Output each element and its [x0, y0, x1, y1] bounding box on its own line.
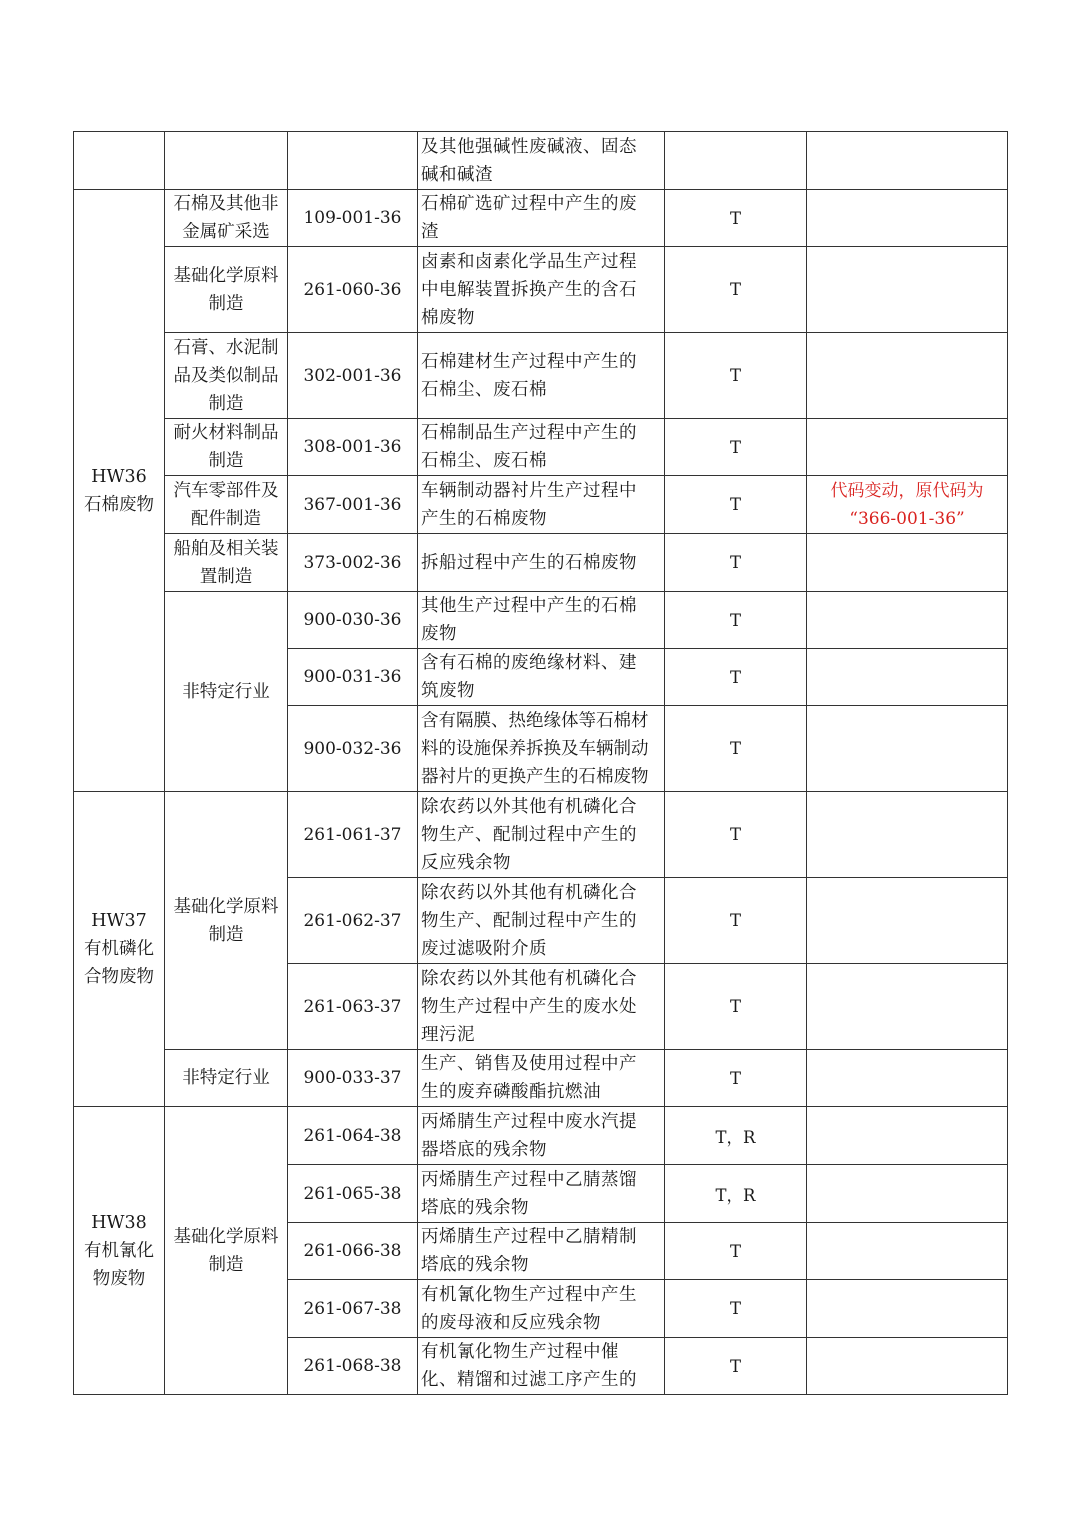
description-line: 及其他强碱性废碱液、固态: [421, 136, 637, 157]
feature-cell: [665, 132, 807, 190]
table-row: [74, 333, 1008, 419]
table-row: [74, 592, 1008, 649]
description-cell: 含有隔膜、热绝缘体等石棉材 料的设施保养拆换及车辆制动 器衬片的更换产生的石棉废物: [418, 706, 665, 792]
industry-cell: 基础化学原料 制造: [165, 247, 288, 333]
description-cell: 石棉制品生产过程中产生的 石棉尘、废石棉: [418, 419, 665, 476]
note-cell: [807, 190, 1008, 247]
category-name: 合物废物: [84, 967, 154, 987]
industry-cell: [165, 132, 288, 190]
code-cell: 261-064-38: [288, 1107, 418, 1165]
industry-cell: 基础化学原料 制造: [165, 1107, 288, 1395]
feature-cell: T: [665, 878, 807, 964]
note-cell: [807, 592, 1008, 649]
code-cell: 261-068-38: [288, 1338, 418, 1395]
feature-cell: T: [665, 649, 807, 706]
code-cell: 261-061-37: [288, 792, 418, 878]
note-cell: [807, 792, 1008, 878]
note-cell: [807, 1338, 1008, 1395]
feature-cell: T: [665, 1280, 807, 1338]
note-cell: [807, 1280, 1008, 1338]
table-row: [74, 190, 1008, 247]
code-cell: 109-001-36: [288, 190, 418, 247]
note-cell: [807, 649, 1008, 706]
note-cell: [807, 1107, 1008, 1165]
change-note-cell: 代码变动，原代码为 “366-001-36”: [807, 476, 1008, 534]
description-cell: 有机氰化物生产过程中产生 的废母液和反应残余物: [418, 1280, 665, 1338]
table-row: [74, 792, 1008, 878]
description-cell: 车辆制动器衬片生产过程中 产生的石棉废物: [418, 476, 665, 534]
feature-cell: T: [665, 706, 807, 792]
code-cell: 261-065-38: [288, 1165, 418, 1223]
description-cell: 丙烯腈生产过程中乙腈蒸馏 塔底的残余物: [418, 1165, 665, 1223]
note-cell: [807, 964, 1008, 1050]
feature-cell: T: [665, 592, 807, 649]
feature-cell: T: [665, 534, 807, 592]
code-cell: [288, 132, 418, 190]
feature-cell: T: [665, 1223, 807, 1280]
feature-cell: T: [665, 190, 807, 247]
note-cell: [807, 706, 1008, 792]
feature-cell: T: [665, 964, 807, 1050]
industry-cell: 汽车零部件及 配件制造: [165, 476, 288, 534]
feature-cell: T，R: [665, 1107, 807, 1165]
category-code: HW36: [91, 466, 147, 487]
code-cell: 367-001-36: [288, 476, 418, 534]
industry-cell: 非特定行业: [165, 1050, 288, 1107]
feature-cell: T: [665, 1050, 807, 1107]
code-cell: 900-031-36: [288, 649, 418, 706]
table-row: [74, 1107, 1008, 1165]
industry-cell: 石膏、水泥制 品及类似制品 制造: [165, 333, 288, 419]
code-cell: 261-066-38: [288, 1223, 418, 1280]
code-cell: 261-062-37: [288, 878, 418, 964]
code-cell: 900-030-36: [288, 592, 418, 649]
table-row: [74, 476, 1008, 534]
industry-cell: 基础化学原料 制造: [165, 792, 288, 1050]
note-cell: [807, 1165, 1008, 1223]
description-cell: 含有石棉的废绝缘材料、建 筑废物: [418, 649, 665, 706]
code-cell: 261-067-38: [288, 1280, 418, 1338]
category-name: 有机氰化: [84, 1240, 154, 1261]
code-cell: 373-002-36: [288, 534, 418, 592]
category-code: HW38: [91, 1212, 147, 1233]
code-cell: 302-001-36: [288, 333, 418, 419]
description-cell: 有机氰化物生产过程中催 化、精馏和过滤工序产生的: [418, 1338, 665, 1395]
description-line: 碱和碱渣: [421, 164, 493, 185]
table-row: [74, 132, 1008, 190]
industry-cell: 船舶及相关装 置制造: [165, 534, 288, 592]
feature-cell: T，R: [665, 1165, 807, 1223]
table-row: [74, 419, 1008, 476]
table-row: [74, 534, 1008, 592]
category-name: 物废物: [92, 1268, 146, 1289]
feature-cell: T: [665, 247, 807, 333]
table-row: [74, 247, 1008, 333]
note-cell: [807, 419, 1008, 476]
feature-cell: T: [665, 333, 807, 419]
note-cell: [807, 1050, 1008, 1107]
industry-cell: 非特定行业: [165, 592, 288, 792]
code-cell: 900-032-36: [288, 706, 418, 792]
description-cell: 丙烯腈生产过程中废水汽提 器塔底的残余物: [418, 1107, 665, 1165]
category-code: HW37: [91, 911, 147, 931]
feature-cell: T: [665, 1338, 807, 1395]
code-cell: 308-001-36: [288, 419, 418, 476]
note-cell: [807, 333, 1008, 419]
description-cell: 丙烯腈生产过程中乙腈精制 塔底的残余物: [418, 1223, 665, 1280]
category-cell: [74, 792, 165, 1107]
industry-cell: 耐火材料制品 制造: [165, 419, 288, 476]
description-cell: 除农药以外其他有机磷化合 物生产过程中产生的废水处 理污泥: [418, 964, 665, 1050]
description-cell: 石棉建材生产过程中产生的 石棉尘、废石棉: [418, 333, 665, 419]
note-cell: [807, 534, 1008, 592]
category-name: 有机磷化: [84, 939, 154, 959]
industry-cell: 石棉及其他非 金属矿采选: [165, 190, 288, 247]
category-cell: [74, 1107, 165, 1395]
feature-cell: T: [665, 792, 807, 878]
note-cell: [807, 132, 1008, 190]
category-cell: [74, 190, 165, 792]
code-cell: 261-063-37: [288, 964, 418, 1050]
description-cell: 拆船过程中产生的石棉废物: [418, 534, 665, 592]
category-name: 石棉废物: [84, 494, 154, 515]
description-cell: 其他生产过程中产生的石棉 废物: [418, 592, 665, 649]
note-cell: [807, 878, 1008, 964]
code-cell: 900-033-37: [288, 1050, 418, 1107]
description-cell: 生产、销售及使用过程中产 生的废弃磷酸酯抗燃油: [418, 1050, 665, 1107]
description-cell: 石棉矿选矿过程中产生的废 渣: [418, 190, 665, 247]
note-cell: [807, 247, 1008, 333]
note-cell: [807, 1223, 1008, 1280]
hazardous-waste-table: [73, 131, 1008, 1395]
description-cell: [418, 132, 665, 190]
description-cell: 卤素和卤素化学品生产过程 中电解装置拆换产生的含石 棉废物: [418, 247, 665, 333]
table-row: [74, 1050, 1008, 1107]
description-cell: 除农药以外其他有机磷化合 物生产、配制过程中产生的 反应残余物: [418, 792, 665, 878]
description-cell: 除农药以外其他有机磷化合 物生产、配制过程中产生的 废过滤吸附介质: [418, 878, 665, 964]
category-cell: [74, 132, 165, 190]
feature-cell: T: [665, 476, 807, 534]
feature-cell: T: [665, 419, 807, 476]
code-cell: 261-060-36: [288, 247, 418, 333]
